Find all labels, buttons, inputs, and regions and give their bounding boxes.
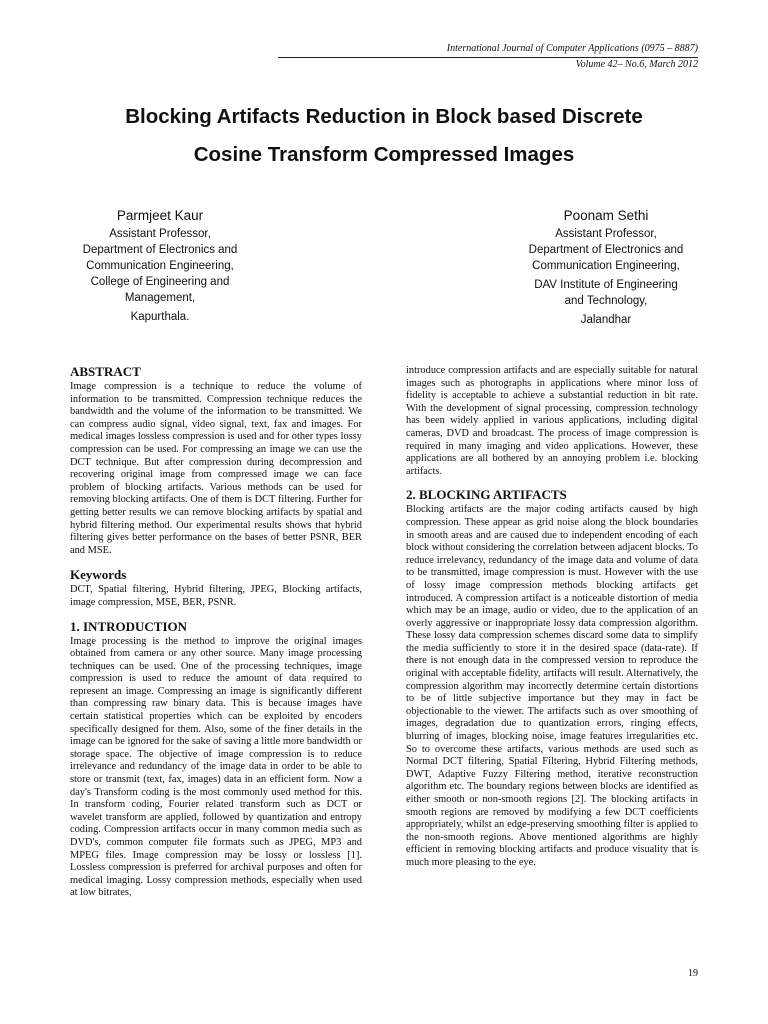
title-line-2: Cosine Transform Compressed Images (193, 143, 575, 166)
author-affiliation-line: DAV Institute of Engineering (534, 279, 678, 291)
author-affiliation-line: Assistant Professor, (555, 228, 657, 240)
introduction-text: Image processing is the method to improve the original images obtained from camera or any other source. Many image processing techniques can be used. One of the processing techniques, image compression is used to reduce the amount of data required to represent an image. Compressing an image is significantly different than compressing raw binary data. This is because images have certain statistical properties which can be exploited by encoders specifically designed for them. Also, some of the finer details in the image can be ignored for the sake of saving a little more bandwidth or storage space. The objective of image compression is to reduce irrelevance and redundancy of the image data in order to be able to store or transmit (text, fax, images) data in an efficient form. Now a day's Transform coding is the most commonly used method for this. In transform coding, Fourier related transform such as DCT or wavelet transform are applied, followed by quantization and entropy coding. Compression artifacts occur in many common media such as DVD's, common computer file formats such as JPEG, MP3 and MPEG files. Image compression may be lossy or lossless [1]. Lossless compression is preferred for archival purposes and often for medical imaging. Lossy compression methods, especially when used at low bitrates, (70, 635, 362, 899)
title-line-1: Blocking Artifacts Reduction in Block based Discrete (125, 105, 643, 128)
author-place: Kapurthala. (130, 311, 190, 323)
author-affiliation-line: Department of Electronics and (82, 244, 238, 256)
journal-volume: Volume 42– No.6, March 2012 (575, 59, 698, 70)
author-affiliation-line: College of Engineering and (90, 276, 230, 288)
keywords-heading: Keywords (70, 567, 127, 583)
author-name: Poonam Sethi (563, 208, 649, 223)
journal-name: International Journal of Computer Applications (0975 – 8887) (278, 42, 698, 58)
author-place: Jalandhar (580, 314, 632, 326)
journal-header (278, 42, 698, 72)
author-block-2 (496, 208, 716, 328)
paper-title (30, 98, 738, 174)
introduction-continued-text: introduce compression artifacts and are especially suitable for natural images such as photographs in applications where minor loss of fidelity is acceptable to achieve a substantial reduction in bit rate. With the development of signal processing, compression technology has been widely applied in various applications, including digital cameras, DVD and broadcast. The process of image compression is required in many imaging and video applications. However, these applications are all bothered by an annoying problem i.e. blocking artifacts. (406, 365, 698, 477)
author-affiliation-line: Assistant Professor, (109, 228, 211, 240)
right-column (406, 365, 698, 870)
left-column (70, 364, 362, 900)
author-affiliation-line: Department of Electronics and (528, 244, 684, 256)
author-name: Parmjeet Kaur (116, 208, 204, 223)
introduction-heading: 1. INTRODUCTION (70, 618, 188, 634)
keywords-text: DCT, Spatial filtering, Hybrid filtering, JPEG, Blocking artifacts, image compression, MSE, BER, PSNR. (70, 584, 362, 608)
author-affiliation-line: Communication Engineering, (86, 260, 234, 272)
blocking-artifacts-text: Blocking artifacts are the major coding artifacts caused by high compression. These appear as grid noise along the block boundaries in smooth areas and are caused due to independent encoding of each block without considering the correlation between adjacent blocks. To reduce irrelevancy, redundancy of the image data and volume of data to be transmitted, image compression is must. However with the use of lossy image compression methods blocking artifacts get introduced. A compression artifact is a noticeable distortion of media which may be an image, audio or video, due to the application of an overly aggressive or inappropriate lossy data compression algorithm. These lossy data compression schemes discard some data to simplify the media sufficiently to store it in the desired space (data-rate). If there is not enough data in the compressed version to reproduce the original with acceptable fidelity, artifacts will result. Alternatively, the compression algorithm may incorrectly determine certain distortions to be of little subjective importance but they may in fact be objectionable to the viewer. The artifacts such as over smoothing of images, degradation due to quantization errors, ringing effects, blurring of images, blocking noise, image features irregularities etc. So to overcome these artifacts, various methods are used such as Normal DCT filtering, Spatial Filtering, Hybrid Filtering methods, DWT, Adaptive Fuzzy Filtering method, iterative reconstruction algorithm etc. The boundary regions between blocks are identified as either smooth or non-smooth regions [2]. The blocking artifacts in smooth regions are removed by modifying a few DCT coefficients appropriately, whilst an edge-preserving smoothing filter is applied to the non-smooth regions. Above mentioned algorithms are highly efficient in removing blocking artifacts and produce visuality that is much more pleasing to the eye. (406, 504, 698, 868)
blocking-artifacts-heading: 2. BLOCKING ARTIFACTS (406, 487, 567, 503)
author-affiliation-line: and Technology, (564, 295, 648, 307)
abstract-heading: ABSTRACT (70, 364, 141, 379)
page-number: 19 (688, 968, 698, 979)
author-affiliation-line: Communication Engineering, (532, 260, 680, 272)
author-block-1 (60, 208, 260, 325)
abstract-text: Image compression is a technique to reduce the volume of information to be transmitted. Compression technique reduces the bandwidth and the volume of the information to be transmitted. We can compress audio signal, video signal, text, fax and images. For medical images lossless compression is used and for other types lossy compression can be used. For compressing an image we can use the DCT technique. But after compression during decompression and recovering original image from compressed image we can face problem of blocking artifacts. Various methods can be used for removing blocking artifacts. One of them is DCT filtering. Further for getting better results we can remove blocking artifacts by spatial and hybrid filtering method. Our experimental results shows that hybrid filtering gives better performance on the bases of better PSNR, BER and MSE. (70, 381, 362, 556)
author-affiliation-line: Management, (124, 292, 196, 304)
